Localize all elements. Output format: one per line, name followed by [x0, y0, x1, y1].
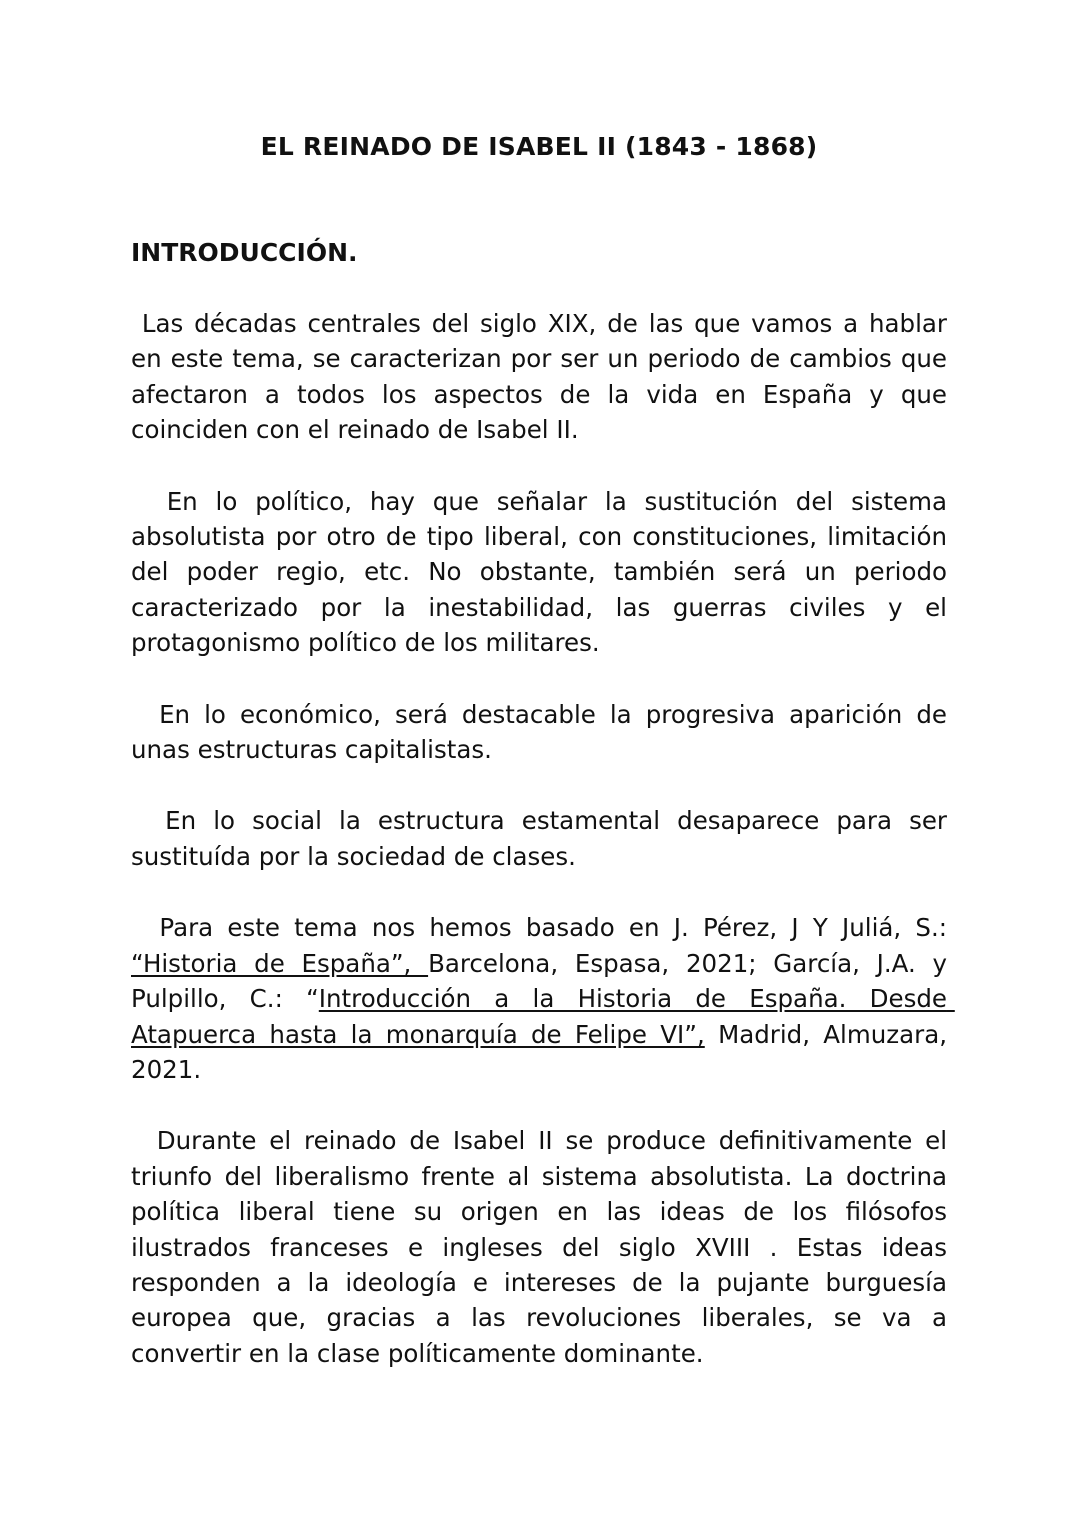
paragraph-intro: Las décadas centrales del siglo XIX, de las que vamos a hablar en este tema, se caracterizan por ser un periodo de cambios que afectaron a todos los aspectos de la vida en España y que coinciden con el reinado de Isabel II.	[131, 309, 955, 445]
section-heading-introduccion: INTRODUCCIÓN.	[131, 238, 358, 267]
document-title: EL REINADO DE ISABEL II (1843 - 1868)	[260, 132, 818, 161]
paragraph-economico: En lo económico, será destacable la progresiva aparición de unas estructuras capitalistas.	[131, 699, 955, 765]
paragraph-bibliografia	[131, 910, 955, 1087]
paragraph-politico: En lo político, hay que señalar la sustitución del sistema absolutista por otro de tipo liberal, con constituciones, limitación del poder regio, etc. No obstante, también será un periodo caracterizado por la inestabilidad, las guerras civiles y el protagonismo político de los militares.	[131, 486, 955, 658]
bibliografia-text-3: Madrid, Almuzara, 2021.	[131, 1019, 955, 1084]
reference-introduccion-historia: Introducción a la Historia de España. Desde Atapuerca hasta la monarquía de Felipe VI”,	[131, 984, 955, 1049]
bibliografia-text-2: Barcelona, Espasa, 2021; García, J.A. y Pulpillo, C.: “	[131, 948, 955, 1014]
document-body	[131, 306, 955, 1407]
reference-historia-de-espana: “Historia de España”,	[131, 948, 429, 978]
paragraph-liberalismo: Durante el reinado de Isabel II se produce definitivamente el triunfo del liberalismo frente al sistema absolutista. La doctrina política liberal tiene su origen en las ideas de los filósofos ilustrados franceses e ingleses del siglo XVIII . Estas ideas responden a la ideología e intereses de la pujante burguesía europea que, gracias a las revoluciones liberales, se va a convertir en la clase políticamente dominante.	[131, 1126, 955, 1368]
bibliografia-text-1: Para este tema nos hemos basado en J. Pérez, J Y Juliá, S.:	[131, 913, 955, 943]
paragraph-social: En lo social la estructura estamental desaparece para ser sustituída por la sociedad de clases.	[131, 806, 955, 871]
